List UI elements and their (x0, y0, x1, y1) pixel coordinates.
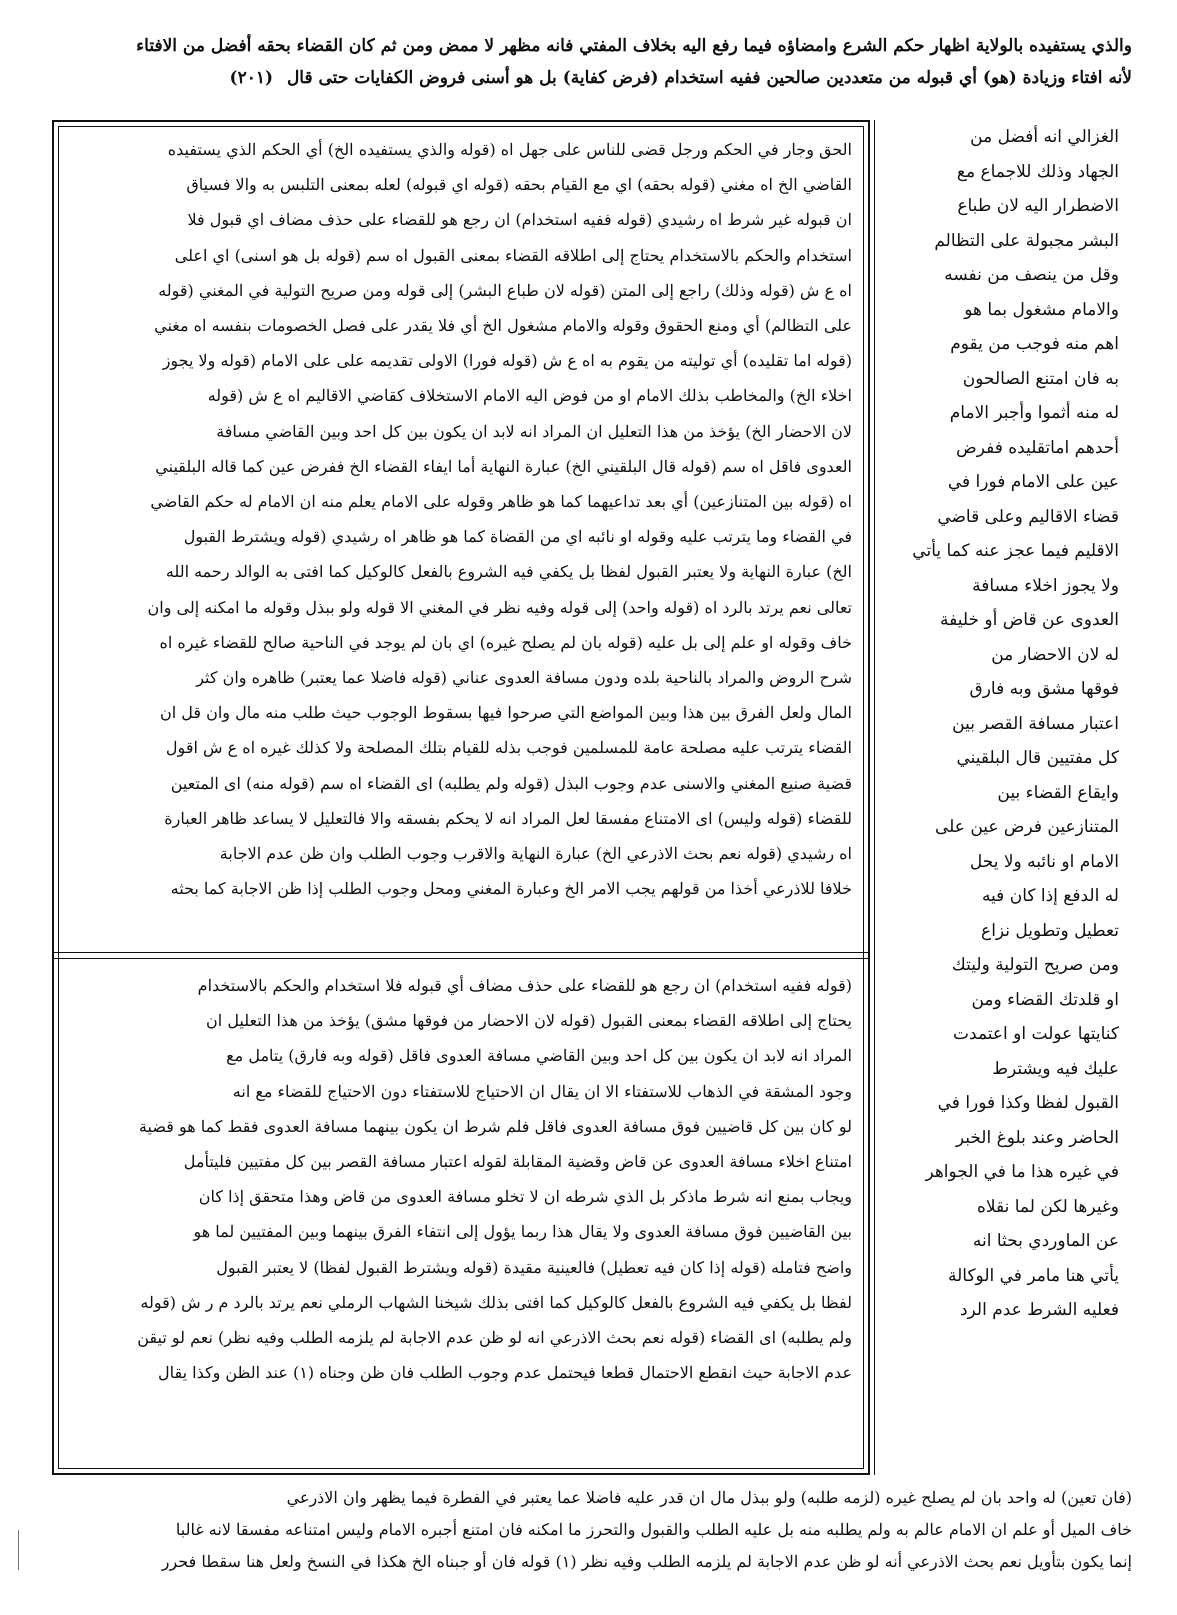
sharh-upper (72, 132, 852, 906)
sharh-line: القاضي الخ اه مغني (قوله بحقه) اي مع القيام بحقه (قوله اي قبوله) لعله بمعنى التلبس به والا فسياق (186, 175, 852, 195)
footnote-line: (فان تعين) له واحد بان لم يصلح غيره (لزمه طلبه) ولو ببذل مال ان قدر عليه فاضلا عما يعتبر في الفطرة فيما يظهر وان الاذرعي (286, 1488, 1132, 1507)
matn-line: به فان امتنع الصالحون (962, 368, 1119, 389)
footnote-line: إنما يكون بتأويل نعم بحث الاذرعي أنه لو ظن عدم الاجابة لم يلزمه الطلب وفيه نظر (١) قوله فان أو جبناه الخ هكذا في النسخ ولعل هنا سقطا فحرر (161, 1552, 1132, 1571)
matn-line: تعطيل وتطويل نزاع (981, 920, 1119, 941)
sharh-line: اه (قوله بين المتنازعين) أي بعد تداعيهما كما هو ظاهر وقوله على الامام يعلم منه ان الامام له حكم القاضي (150, 492, 852, 512)
matn-line: او قلدتك القضاء ومن (971, 989, 1119, 1010)
hashiya-line: لو كان بين كل قاضيين فوق مسافة العدوى فاقل فلم شرط ان يكون بينهما مسافة العدوى فقط كما هو قضية (138, 1116, 852, 1136)
matn-line: البشر مجبولة على التظالم (934, 230, 1119, 251)
sharh-line: المال ولعل الفرق بين هذا وبين المواضع التي صرحوا فيها بسقوط الوجوب حيث طلب منه مال وان قل ان (159, 703, 852, 723)
hashiya-lower (72, 968, 852, 1390)
matn-line: ولا يجوز اخلاء مسافة (972, 575, 1119, 596)
matn-line: عن الماوردي بحثا انه (972, 1231, 1119, 1251)
sharh-line: خلافا للاذرعي أخذا من قولهم يجب الامر الخ وعبارة المغني ومحل وجوب الطلب إذا ظن الاجابة كما بحثه (170, 879, 852, 899)
sharh-line: على التظالم) أي ومنع الحقوق وقوله والامام مشغول الخ أي فلا يقدر على فصل الخصومات بنفسه اه مغني (154, 316, 852, 336)
sharh-line: شرح الروض والمراد بالناحية بلده ودون مسافة العدوى عناني (قوله فاضلا عما يعتبر) ظاهره وان كثر (196, 668, 852, 688)
sharh-line: لان الاحضار الخ) يؤخذ من هذا التعليل ان المراد انه لابد ان يكون بين كل احد وبين القاضي مسافة (216, 421, 852, 441)
sharh-line: اه رشيدي (قوله نعم بحث الاذرعي الخ) عبارة النهاية والاقرب وجوب الطلب وان ظن عدم الاجابة (219, 844, 852, 864)
commentary-box (52, 120, 870, 1475)
matn-line: له الدفع إذا كان فيه (981, 886, 1119, 906)
matn-line: الجهاد وذلك للاجماع مع (956, 161, 1119, 182)
hashiya-line: ويجاب بمنع انه شرط ماذكر بل الذي شرطه ان لا تخلو مسافة العدوى من قاض وهذا متحقق إذا كان (198, 1187, 852, 1207)
sharh-line: العدوى فاقل اه سم (قوله قال البلقيني الخ) عبارة النهاية أما ايفاء القضاء الخ ففرض عين كما قاله البلقيني (155, 456, 852, 476)
sharh-line: خاف وقوله او علم إلى بل عليه (قوله بان لم يصلح غيره) اي بان لم يوجد في الناحية صالح للقضاء غيره اه (159, 632, 852, 652)
sharh-line: الخ) عبارة النهاية ولا يعتبر القبول لفظا بل يكفي فيه الشروع بالفعل كالوكيل كما افتى به الوالد رحمه الله (165, 562, 852, 582)
matn-line: المتنازعين فرض عين على (934, 817, 1119, 837)
hashiya-line: بين القاضيين فوق مسافة العدوى ولا يقال هذا ربما يؤول إلى انتفاء الفرق بينهما وبين المفتيين لما هو (193, 1222, 852, 1242)
sharh-line: الحق وجار في الحكم ورجل قضى للناس على جهل اه (قوله والذي يستفيده الخ) أي الحكم الذي يستفيده (167, 140, 852, 159)
matn-line: فعليه الشرط عدم الرد (959, 1300, 1119, 1320)
matn-line: وايقاع القضاء بين (997, 782, 1119, 803)
sharh-line: اخلاء الخ) والمخاطب بذلك الامام او من فوض اليه الامام الاستخلاف كقاضي الاقاليم اه ع ش (قوله (207, 386, 852, 406)
sharh-line: في القضاء وما يترتب عليه وقوله او نائبه اي من القضاة كما هو ظاهر اه رشيدي (قوله ويشترط القبول (183, 527, 852, 547)
matn-line: الغزالي انه أفضل من (970, 127, 1119, 147)
matn-line: الاضطرار اليه لان طباع (957, 196, 1119, 216)
matn-line: فوقها مشق وبه فارق (969, 679, 1119, 699)
hashiya-line: ولم يطلبه) اى القضاء (قوله نعم بحث الاذرعي انه لو ظن عدم الاجابة لم يلزمه الطلب وفيه نظر) نعم لو تيقن (137, 1328, 852, 1348)
matn-line: قضاء الاقاليم وعلى قاضي (937, 506, 1119, 527)
hashiya-line: واضح فتامله (قوله إذا كان فيه تعطيل) فالعينية مقيدة (قوله ويشترط القبول لفظا) لا يعتبر القبول (216, 1257, 852, 1277)
hashiya-line: وجود المشقة في الذهاب للاستفتاء الا ان يقال ان الاحتياج للاستفتاء دون الاحتياج للقضاء مع انه (232, 1081, 852, 1101)
matn-line: الامام او نائبه ولا يحل (969, 851, 1119, 872)
sharh-line: تعالى نعم يرتد بالرد اه (قوله واحد) إلى قوله وفيه نظر في المغني الا قوله ولو ببذل وقوله ما امكنه إلى وان (147, 597, 852, 617)
matn-line: وقل من ينصف من نفسه (944, 265, 1119, 285)
matn-line: وغيرها لكن لما نقلاه (976, 1196, 1119, 1217)
hashiya-line: لفظا بل يكفي فيه الشروع بالفعل كالوكيل كما افتى بذلك شيخنا الشهاب الرملي نعم يرتد بالرد م ر ش (قوله (140, 1292, 852, 1312)
sharh-line: للقضاء (قوله وليس) اى الامتناع مفسقا لعل المراد انه لا يحكم بفسقه والا فالتعليل لا يساعد ظاهر العبارة (164, 808, 852, 828)
sharh-line: (قوله اما تقليده) أي توليته من يقوم به اه ع ش (قوله فورا) الاولى تقديمه على على الامام (قوله ولا يجوز (162, 351, 852, 371)
matn-line: والامام مشغول بما هو (964, 299, 1119, 320)
matn-line: اهم منه فوجب من يقوم (950, 334, 1119, 354)
column-separator (874, 120, 875, 1475)
footnotes (52, 1482, 1132, 1578)
top-running-text (52, 30, 1132, 94)
sharh-line: القضاء يترتب عليه مصلحة عامة للمسلمين فوجب بذله للقيام بتلك المصلحة ولا كذلك غيره اه ع ش اقول (165, 738, 852, 758)
matn-line: أحدهم اماتقليده ففرض (956, 437, 1119, 458)
page-number: (٢٠١) (229, 68, 274, 88)
matn-line: عين على الامام فورا في (947, 472, 1119, 492)
matn-line: له منه أثموا وأجبر الامام (949, 403, 1119, 423)
sharh-line: قضية صنيع المغني والاسنى عدم وجوب البذل (قوله ولم يطلبه) اى القضاء اه سم (قوله منه) اى المتعين (170, 773, 852, 793)
matn-line: العدوى عن قاض أو خليفة (939, 610, 1119, 630)
matn-column (883, 120, 1119, 1420)
top-line-text: لأنه افتاء وزيادة (هو) أي قبوله من متعددين صالحين ففيه استخدام (فرض كفاية) بل هو أسنى فروض الكفايات حتى قال (286, 68, 1132, 88)
sharh-line: اه ع ش (قوله وذلك) راجع إلى المتن (قوله لان طباع البشر) إلى قوله ومن صريح التولية في المغني (قوله (158, 280, 852, 300)
commentary-divider (54, 952, 868, 959)
sharh-line: ان قبوله غير شرط اه رشيدي (قوله ففيه استخدام) ان رجع هو للقضاء على حذف مضاف اي قبول فلا (187, 210, 852, 230)
matn-line: عليك فيه ويشترط (992, 1058, 1119, 1079)
matn-line: له لان الاحضار من (991, 644, 1119, 665)
matn-line: ومن صريح التولية وليتك (951, 955, 1119, 975)
matn-line: اعتبار مسافة القصر بين (952, 713, 1119, 734)
matn-line: كنايتها عولت او اعتمدت (953, 1024, 1119, 1044)
hashiya-line: يحتاج إلى اطلاقه القضاء بمعنى القبول (قوله لان الاحضار من فوقها مشق) يؤخذ من هذا التعليل ان (206, 1011, 852, 1031)
scan-artifact-line (18, 1530, 19, 1570)
hashiya-line: المراد انه لابد ان يكون بين كل احد وبين القاضي مسافة العدوى فاقل (قوله وبه فارق) يتامل مع (226, 1046, 852, 1066)
matn-line: في غيره هذا ما في الجواهر (925, 1162, 1119, 1182)
top-line (52, 62, 1132, 94)
matn-line: يأتي هنا مامر في الوكالة (947, 1265, 1119, 1286)
matn-line: القبول لفظا وكذا فورا في (937, 1093, 1119, 1113)
hashiya-line: امتناع اخلاء مسافة العدوى عن قاض وقضية المقابلة لقوله اعتبار مسافة القصر بين كل مفتيين فليتأمل (183, 1152, 852, 1172)
matn-line: الحاضر وعند بلوغ الخبر (955, 1127, 1119, 1148)
matn-line: الاقليم فيما عجز عنه كما يأتي (912, 541, 1119, 561)
hashiya-line: عدم الاجابة حيث انقطع الاحتمال قطعا فيحتمل عدم وجوب الطلب فان ظن وجناه (١) عند الظن وكذا يقال (158, 1363, 852, 1383)
sharh-line: استخدام والحكم بالاستخدام يحتاج إلى اطلاقه القضاء بمعنى القبول اه سم (قوله بل هو اسنى) اي اعلى (174, 245, 852, 265)
matn-line: كل مفتيين قال البلقيني (956, 748, 1119, 768)
top-line: والذي يستفيده بالولاية اظهار حكم الشرع وامضاؤه فيما رفع اليه بخلاف المفتي فانه مظهر لا ممض ومن ثم كان القضاء بحقه أفضل من الافتاء (136, 36, 1132, 56)
hashiya-line: (قوله ففيه استخدام) ان رجع هو للقضاء على حذف مضاف أي قبوله فلا استخدام والحكم بالاستخدام (197, 976, 852, 995)
footnote-line: خاف الميل أو علم ان الامام عالم به ولم يطلبه منه بل عليه الطلب والقبول والتحرز ما امكنه فان امتنع أجبره الامام وليس امتناعه مفسقا لانه غالبا (175, 1520, 1132, 1539)
